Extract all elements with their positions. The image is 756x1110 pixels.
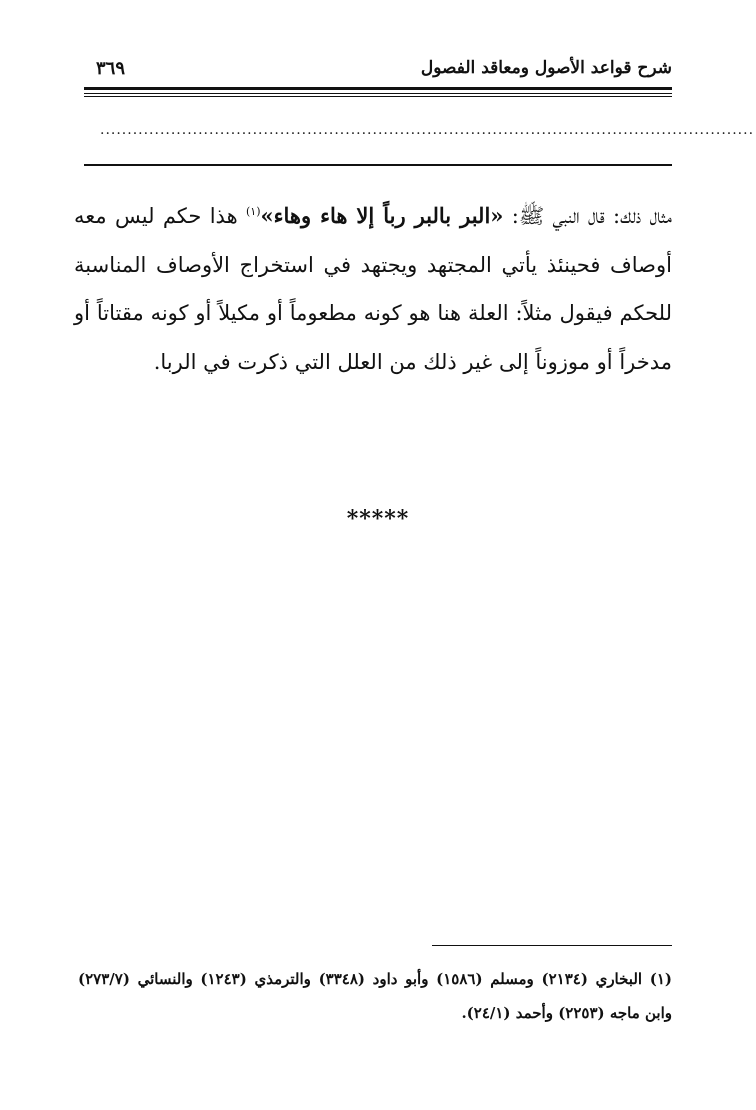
paragraph-intro: مثال ذلك: قال النبي ﷺ: bbox=[503, 204, 672, 228]
footnote-1: (١) البخاري (٢١٣٤) ومسلم (١٥٨٦) وأبو داود (٣٣٤٨) والترمذي (١٢٤٣) والنسائي (٢٧٣/٧) وابن ماجه (٢٢٥٣) وأحمد (٢٤/١). bbox=[78, 970, 673, 1022]
footnote-marker[interactable]: (١) bbox=[246, 205, 261, 218]
header-rule-thin bbox=[84, 93, 672, 94]
paragraph-rest: هذا حكم ليس معه أوصاف فحينئذ يأتي المجتهد ويجتهد في استخراج الأوصاف المناسبة للحكم فيقول مثلاً: العلة هنا هو كونه مطعوماً أو مكيلاً أو كونه مقتاتاً أو مدخراً أو موزوناً إلى غير ذلك من العلل التي ذكرت في الربا. bbox=[74, 204, 672, 374]
page-number: ٣٦٩ bbox=[96, 58, 126, 79]
body-paragraph bbox=[74, 192, 672, 386]
header-rule-thin bbox=[84, 96, 672, 97]
footnote-rule bbox=[432, 945, 672, 946]
omission-dots: ........................................................................................................................ bbox=[100, 122, 755, 138]
section-separator: ***** bbox=[346, 506, 410, 532]
header-rule-thick bbox=[84, 87, 672, 90]
hadith-quote: «البر بالبر رباً إلا هاء وهاء» bbox=[260, 203, 504, 228]
section-rule bbox=[84, 164, 672, 166]
page-header bbox=[84, 56, 672, 86]
footnotes bbox=[78, 962, 672, 1030]
running-title: شرح قواعد الأصول ومعاقد الفصول bbox=[420, 58, 672, 78]
